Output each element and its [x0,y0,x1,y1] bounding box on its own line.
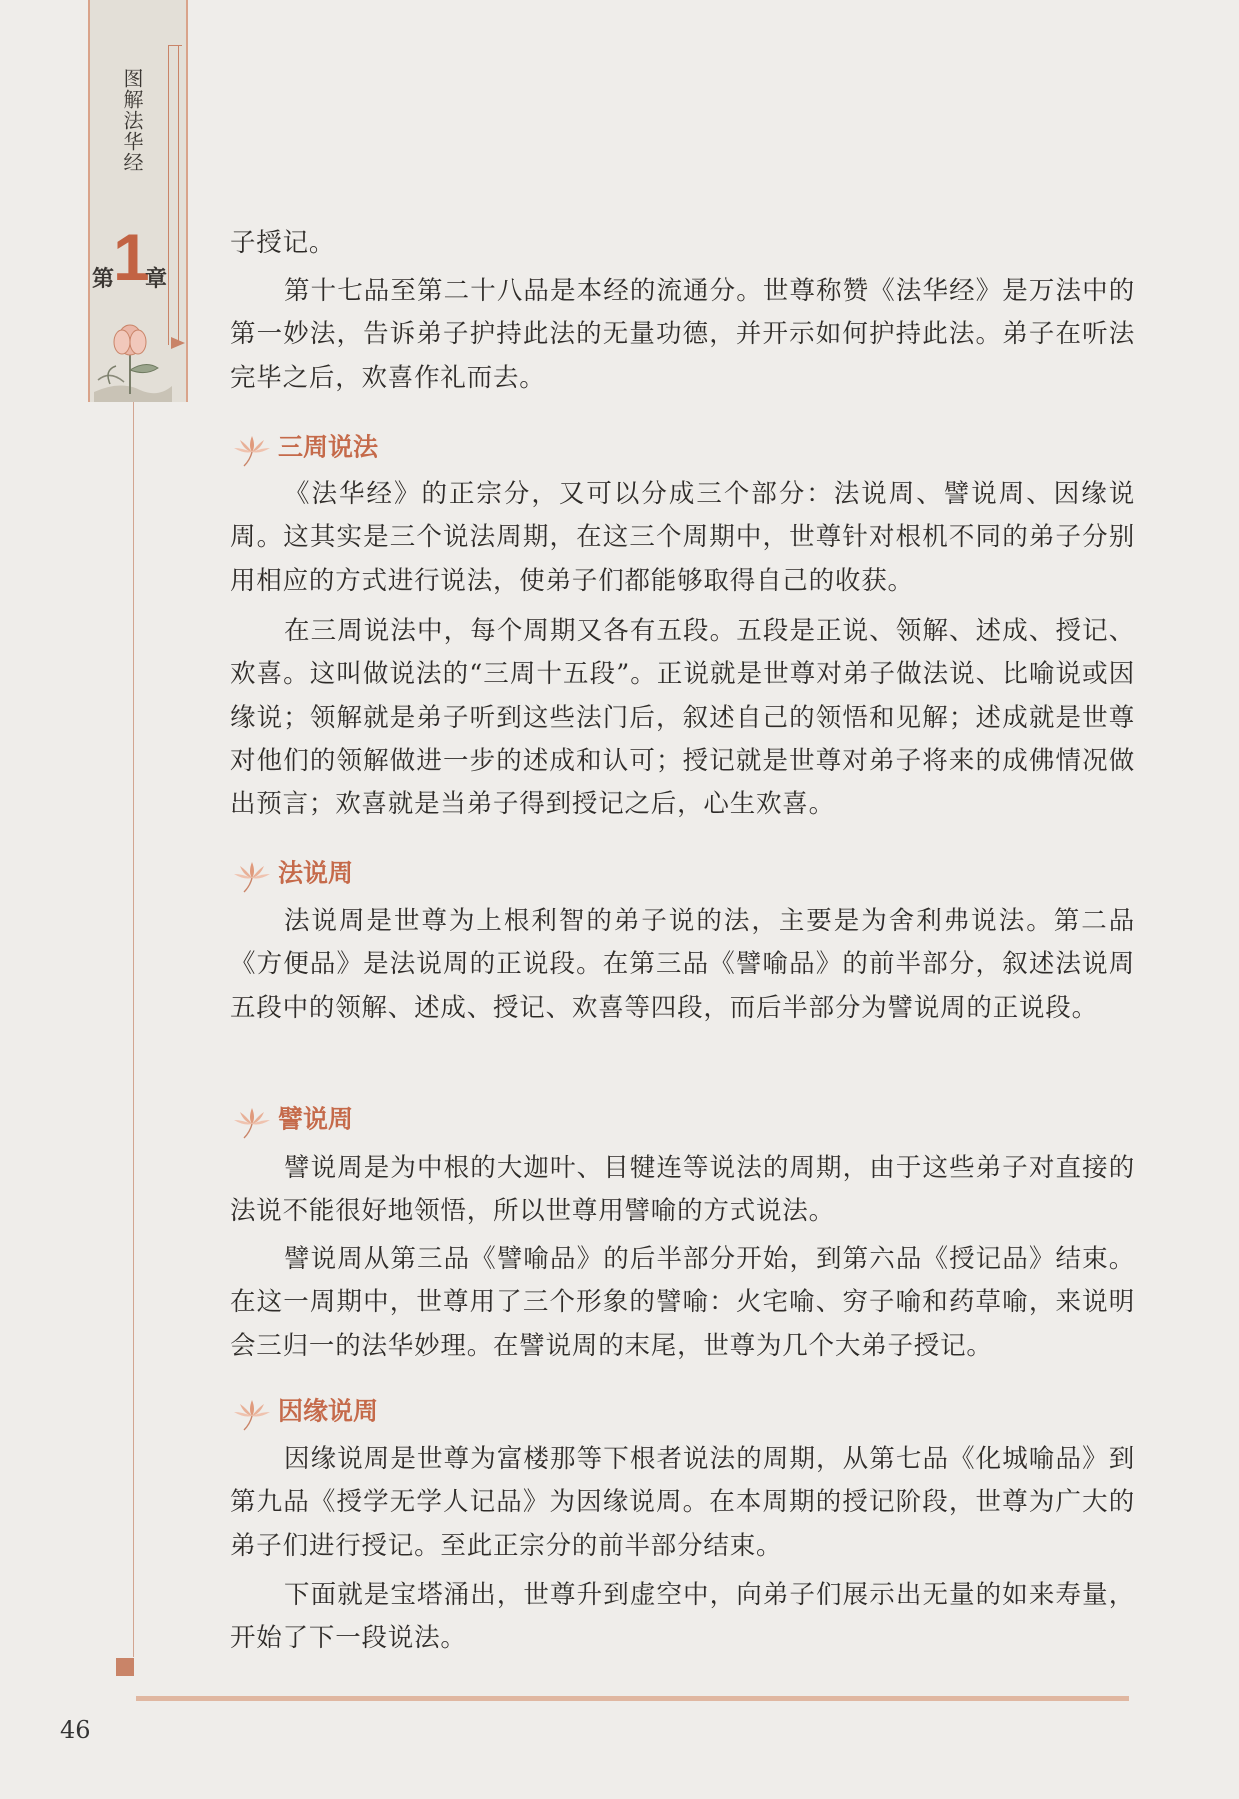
margin-marker [116,1658,134,1676]
section-heading [230,852,353,892]
lotus-icon [230,1100,274,1140]
section-heading-text: 因缘说周 [278,1396,379,1426]
paragraph: 譬说周从第三品《譬喻品》的后半部分开始，到第六品《授记品》结束。在这一周期中，世尊用了三个形象的譬喻：火宅喻、穷子喻和药草喻，来说明会三归一的法华妙理。在譬说周的末尾，世尊为几个大弟子授记。 [230,1244,1135,1361]
lotus-illustration-icon [90,310,174,402]
paragraph: 第十七品至第二十八品是本经的流通分。世尊称赞《法华经》是万法中的第一妙法，告诉弟子护持此法的无量功德，并开示如何护持此法。弟子在听法完毕之后，欢喜作礼而去。 [230,276,1135,393]
chapter-suffix: 章 [145,266,168,292]
paragraph: 因缘说周是世尊为富楼那等下根者说法的周期，从第七品《化城喻品》到第九品《授学无学人记品》为因缘说周。在本周期的授记阶段，世尊为广大的弟子们进行授记。至此正宗分的前半部分结束。 [230,1444,1135,1561]
section-heading-text: 譬说周 [278,1104,354,1134]
tab-rule [168,45,182,46]
tab-line [168,45,169,345]
section-heading [230,1098,353,1138]
paragraph: 法说周是世尊为上根利智的弟子说的法，主要是为舍利弗说法。第二品《方便品》是法说周的正说段。在第三品《譬喻品》的前半部分，叙述法说周五段中的领解、述成、授记、欢喜等四段，而后半部分为譬说周的正说段。 [230,906,1135,1023]
lotus-icon [230,854,274,894]
page-number: 46 [60,1716,91,1744]
paragraph: 子授记。 [230,228,336,258]
lotus-icon [230,1392,274,1432]
section-heading [230,426,378,466]
section-heading-text: 三周说法 [278,432,379,462]
chapter-number: 1 [113,220,150,294]
paragraph: 《法华经》的正宗分，又可以分成三个部分：法说周、譬说周、因缘说周。这其实是三个说法周期，在这三个周期中，世尊针对根机不同的弟子分别用相应的方式进行说法，使弟子们都能够取得自己的收获。 [230,479,1135,596]
paragraph: 下面就是宝塔涌出，世尊升到虚空中，向弟子们展示出无量的如来寿量，开始了下一段说法。 [230,1580,1135,1654]
section-heading [230,1390,378,1430]
margin-line [133,402,134,1657]
tab-line [178,45,179,345]
bottom-rule [136,1696,1129,1701]
lotus-icon [230,428,274,468]
book-title: 图解法华经 [120,68,144,173]
paragraph: 在三周说法中，每个周期又各有五段。五段是正说、领解、述成、授记、欢喜。这叫做说法的“三周十五段”。正说就是世尊对弟子做法说、比喻说或因缘说；领解就是弟子听到这些法门后，叙述自己的领悟和见解；述成就是世尊对他们的领解做进一步的述成和认可；授记就是世尊对弟子将来的成佛情况做出预言；欢喜就是当弟子得到授记之后，心生欢喜。 [230,616,1135,820]
section-heading-text: 法说周 [278,858,354,888]
paragraph: 譬说周是为中根的大迦叶、目犍连等说法的周期，由于这些弟子对直接的法说不能很好地领悟，所以世尊用譬喻的方式说法。 [230,1153,1135,1227]
chapter-prefix: 第 [92,266,115,292]
